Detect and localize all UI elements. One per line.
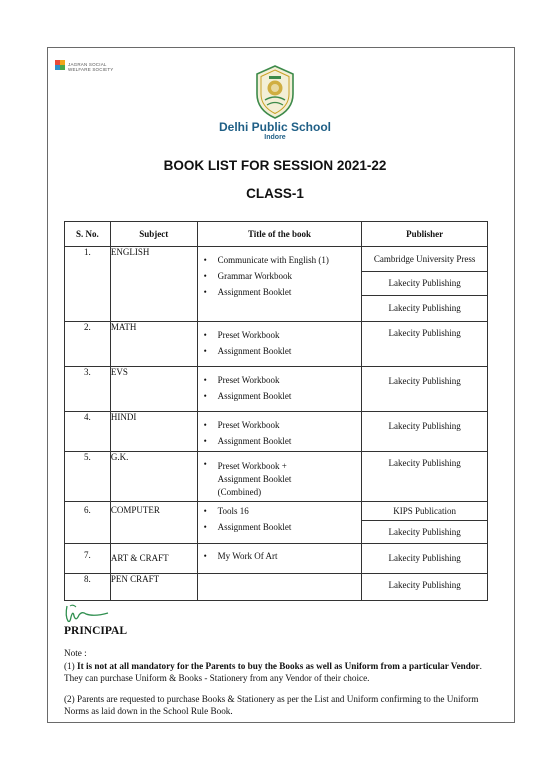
class-label: CLASS-1 xyxy=(246,186,304,201)
table-header-row xyxy=(65,222,488,247)
note-section xyxy=(64,647,494,726)
book-title: • Preset Workbook + Assignment Booklet (Combined) xyxy=(204,458,332,499)
row-sno: 5. xyxy=(65,452,111,502)
header-publisher: Publisher xyxy=(362,222,488,247)
book-title: • Preset Workbook xyxy=(204,327,362,343)
table-row xyxy=(65,367,488,412)
table-row xyxy=(65,544,488,574)
row-sno: 2. xyxy=(65,322,111,367)
row-subject: G.K. xyxy=(110,452,197,502)
row-titles xyxy=(197,247,362,322)
note-point-2: (2) Parents are requested to purchase Books & Stationery as per the List and Uniform confirming to the Uniform Norms as laid down in the School Rule Book. xyxy=(64,693,479,716)
society-logo-icon xyxy=(55,60,65,74)
school-name: Delhi Public School xyxy=(218,120,331,134)
note-point-1-number: (1) xyxy=(64,660,78,671)
row-sno: 1. xyxy=(65,247,111,322)
table-row xyxy=(65,574,488,601)
book-title: • Assignment Booklet xyxy=(204,343,362,359)
page-title: BOOK LIST FOR SESSION 2021-22 xyxy=(163,158,387,173)
book-title: • Communicate with English (1) xyxy=(204,252,362,268)
table-row xyxy=(65,502,488,544)
row-subject: HINDI xyxy=(110,412,197,452)
row-publishers xyxy=(362,247,488,322)
row-sno: 4. xyxy=(65,412,111,452)
header-subject: Subject xyxy=(110,222,197,247)
publisher: Lakecity Publishing xyxy=(362,295,487,321)
society-name xyxy=(68,62,114,73)
publisher: KIPS Publication xyxy=(393,506,457,516)
table-row xyxy=(65,247,488,322)
book-title: • Assignment Booklet xyxy=(204,284,362,300)
row-subject: ENGLISH xyxy=(110,247,197,322)
publisher: Lakecity Publishing xyxy=(388,458,461,468)
book-title: • Assignment Booklet xyxy=(204,388,362,404)
row-sno: 3. xyxy=(65,367,111,412)
book-title: • Assignment Booklet xyxy=(204,519,362,535)
society-logo xyxy=(55,60,114,74)
row-publishers xyxy=(362,452,488,502)
note-point-1-rest: . They can purchase Uniform & Books - Stationery from any Vendor of their choice. xyxy=(64,660,482,683)
row-publishers xyxy=(362,412,488,452)
row-subject: PEN CRAFT xyxy=(110,574,197,601)
row-publishers xyxy=(362,367,488,412)
row-subject: ART & CRAFT xyxy=(110,544,197,574)
society-name-line2: WELFARE SOCIETY xyxy=(68,67,114,72)
note-point-1-bold: It is not at all mandatory for the Parents to buy the Books as well as Uniform from a particular Vendor xyxy=(77,660,480,671)
row-subject: COMPUTER xyxy=(110,502,197,544)
book-title: • Tools 16 xyxy=(204,503,362,519)
principal-label: PRINCIPAL xyxy=(64,625,128,637)
publisher: Cambridge University Press xyxy=(373,254,476,264)
book-title: • Preset Workbook xyxy=(204,417,362,433)
society-name-line1: JAGRAN SOCIAL xyxy=(68,61,107,67)
publisher: Lakecity Publishing xyxy=(388,553,461,563)
row-sno: 8. xyxy=(65,574,111,601)
row-titles xyxy=(197,367,362,412)
row-subject: MATH xyxy=(110,322,197,367)
publisher: Lakecity Publishing xyxy=(388,328,461,338)
school-emblem-icon xyxy=(253,64,297,120)
row-titles xyxy=(197,502,362,544)
row-titles xyxy=(197,322,362,367)
publisher: Lakecity Publishing xyxy=(388,376,461,386)
row-sno: 7. xyxy=(65,544,111,574)
publisher: Lakecity Publishing xyxy=(362,271,487,295)
note-heading: Note : xyxy=(64,648,87,658)
table-row xyxy=(65,412,488,452)
book-title: • Preset Workbook xyxy=(204,372,362,388)
book-title: • Assignment Booklet xyxy=(204,433,362,449)
publisher: Lakecity Publishing xyxy=(388,421,461,431)
book-list-table xyxy=(64,221,488,601)
row-titles xyxy=(197,452,362,502)
publisher: Lakecity Publishing xyxy=(388,580,461,590)
header-title: Title of the book xyxy=(197,222,362,247)
row-titles xyxy=(197,574,362,601)
publisher: Lakecity Publishing xyxy=(362,520,487,543)
principal-signature xyxy=(64,602,110,624)
row-titles xyxy=(197,412,362,452)
header-sno: S. No. xyxy=(65,222,111,247)
row-titles xyxy=(197,544,362,574)
row-publishers xyxy=(362,574,488,601)
table-row xyxy=(65,322,488,367)
school-city: Indore xyxy=(264,134,286,141)
row-publishers xyxy=(362,322,488,367)
row-publishers xyxy=(362,502,488,544)
row-sno: 6. xyxy=(65,502,111,544)
book-title: • My Work Of Art xyxy=(204,548,362,564)
note-point-1 xyxy=(64,660,494,685)
row-publishers xyxy=(362,544,488,574)
book-title: • Grammar Workbook xyxy=(204,268,362,284)
table-row xyxy=(65,452,488,502)
row-subject: EVS xyxy=(110,367,197,412)
